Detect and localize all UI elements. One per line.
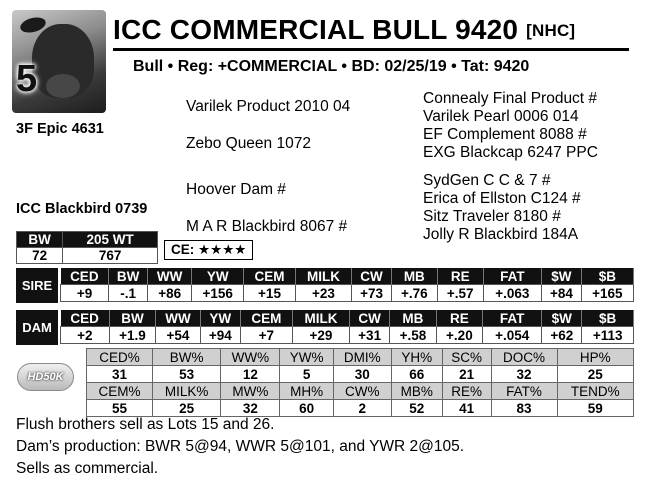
- birth-header-row: [17, 232, 158, 248]
- epd-header: $W: [542, 310, 582, 327]
- ancestor-line: Sitz Traveler 8180 #: [423, 208, 561, 225]
- epd-header: CEM: [240, 310, 292, 327]
- hd50k-value: 21: [442, 366, 491, 383]
- dam-sire-name: Hoover Dam #: [186, 181, 286, 198]
- sire-sire-name: Varilek Product 2010 04: [186, 98, 351, 115]
- epd-value: +9: [61, 285, 109, 302]
- epd-header-row: [61, 310, 634, 327]
- ancestor-line: EXG Blackcap 6247 PPC: [423, 144, 598, 161]
- epd-value: +86: [148, 285, 192, 302]
- epd-header: CW: [350, 310, 390, 327]
- note-dam-production: Dam’s production: BWR 5@94, WWR 5@101, and YWR 2@105.: [16, 438, 465, 455]
- hd50k-header: CED%: [87, 349, 153, 366]
- hd50k-header: HP%: [557, 349, 633, 366]
- sire-dam-name: Zebo Queen 1072: [186, 135, 311, 152]
- hd50k-value: 32: [221, 400, 280, 417]
- epd-header: CED: [61, 268, 109, 285]
- hd50k-header: WW%: [221, 349, 280, 366]
- bw-header: BW: [17, 232, 63, 248]
- hd50k-header: MW%: [221, 383, 280, 400]
- epd-header: FAT: [483, 268, 541, 285]
- title-underline: [113, 48, 629, 51]
- epd-header: YW: [200, 310, 240, 327]
- calving-ease-rating: CE: ★★★★: [164, 240, 253, 260]
- epd-value: +.20: [436, 327, 482, 344]
- ancestor-line: Erica of Ellston C124 #: [423, 190, 581, 207]
- epd-value: +31: [350, 327, 390, 344]
- info-line: Bull • Reg: +COMMERCIAL • BD: 02/25/19 • Tat: 9420: [133, 58, 530, 75]
- epd-header: WW: [156, 310, 200, 327]
- hd50k-header: RE%: [442, 383, 491, 400]
- hd50k-header: MB%: [391, 383, 442, 400]
- epd-value: +7: [240, 327, 292, 344]
- ancestor-line: SydGen C C & 7 #: [423, 172, 551, 189]
- epd-value: +.57: [437, 285, 483, 302]
- epd-header: $B: [582, 310, 634, 327]
- epd-value: +1.9: [109, 327, 155, 344]
- epd-header-row: [61, 268, 634, 285]
- epd-value: +15: [244, 285, 295, 302]
- epd-value: +62: [542, 327, 582, 344]
- note-sells-as: Sells as commercial.: [16, 460, 159, 477]
- epd-value: +29: [292, 327, 349, 344]
- wt205-value: 767: [63, 248, 158, 264]
- epd-value: +113: [582, 327, 634, 344]
- epd-header: MB: [390, 310, 436, 327]
- name-tag: [NHC]: [526, 21, 576, 40]
- epd-header: YW: [192, 268, 244, 285]
- dam-dam-name: M A R Blackbird 8067 #: [186, 218, 348, 235]
- hd50k-value-row-1: [87, 366, 634, 383]
- lot-title: [113, 14, 575, 46]
- epd-header: CW: [352, 268, 392, 285]
- sire-epd-label: SIRE: [16, 268, 58, 303]
- wt205-header: 205 WT: [63, 232, 158, 248]
- hd50k-header: MH%: [280, 383, 333, 400]
- sire-side-ancestors: [423, 90, 598, 162]
- hd50k-value: 41: [442, 400, 491, 417]
- epd-header: MILK: [292, 310, 349, 327]
- hd50k-value: 25: [557, 366, 633, 383]
- epd-header: BW: [109, 268, 148, 285]
- epd-value: +156: [192, 285, 244, 302]
- dam-name: ICC Blackbird 0739: [16, 201, 148, 217]
- hd50k-header: CEM%: [87, 383, 153, 400]
- hd50k-header: CW%: [333, 383, 391, 400]
- birth-value-row: [17, 248, 158, 264]
- hd50k-value: 32: [491, 366, 557, 383]
- ancestor-line: Jolly R Blackbird 184A: [423, 226, 579, 243]
- hd50k-value: 55: [87, 400, 153, 417]
- sire-name: 3F Epic 4631: [16, 121, 104, 137]
- ancestor-line: Varilek Pearl 0006 014: [423, 108, 579, 125]
- hd50k-value: 25: [153, 400, 221, 417]
- hd50k-value-row-2: [87, 400, 634, 417]
- hd50k-value: 59: [557, 400, 633, 417]
- epd-header: RE: [437, 268, 483, 285]
- hd50k-value: 53: [153, 366, 221, 383]
- epd-value: +84: [542, 285, 582, 302]
- dam-epd-table: [60, 310, 634, 344]
- epd-value: +73: [352, 285, 392, 302]
- hd50k-value: 2: [333, 400, 391, 417]
- bull-name: ICC COMMERCIAL BULL 9420: [113, 14, 519, 45]
- epd-value: +94: [200, 327, 240, 344]
- epd-header: FAT: [483, 310, 542, 327]
- hd50k-value: 30: [333, 366, 391, 383]
- lot-number: 5: [16, 58, 38, 100]
- hd50k-value: 12: [221, 366, 280, 383]
- hd50k-value: 31: [87, 366, 153, 383]
- sire-epd-table: [60, 268, 634, 302]
- epd-value: +.063: [483, 285, 541, 302]
- hd50k-value: 52: [391, 400, 442, 417]
- epd-value: +54: [156, 327, 200, 344]
- bw-value: 72: [17, 248, 63, 264]
- dam-side-ancestors: [423, 172, 581, 244]
- hd50k-header-row-1: [87, 349, 634, 366]
- hd50k-header: MILK%: [153, 383, 221, 400]
- epd-header: MB: [391, 268, 437, 285]
- dam-epd-value-row: [61, 327, 634, 344]
- epd-value: +165: [581, 285, 633, 302]
- hd50k-table: [86, 348, 634, 417]
- epd-header: $W: [542, 268, 582, 285]
- hd50k-header: BW%: [153, 349, 221, 366]
- hd50k-header: DMI%: [333, 349, 391, 366]
- hd50k-value: 5: [280, 366, 333, 383]
- bull-muzzle-shape: [46, 74, 80, 98]
- hd50k-value: 60: [280, 400, 333, 417]
- epd-header: BW: [109, 310, 155, 327]
- ancestor-line: EF Complement 8088 #: [423, 126, 587, 143]
- dam-epd-label: DAM: [16, 310, 58, 345]
- hd50k-header: YW%: [280, 349, 333, 366]
- epd-header: $B: [581, 268, 633, 285]
- epd-header: MILK: [295, 268, 351, 285]
- epd-value: +23: [295, 285, 351, 302]
- hd50k-header: FAT%: [491, 383, 557, 400]
- epd-value: +.054: [483, 327, 542, 344]
- epd-header: WW: [148, 268, 192, 285]
- epd-value: -.1: [109, 285, 148, 302]
- epd-value: +2: [61, 327, 110, 344]
- epd-value: +.58: [390, 327, 436, 344]
- hd50k-header: TEND%: [557, 383, 633, 400]
- hd50k-value: 66: [391, 366, 442, 383]
- hd50k-header-row-2: [87, 383, 634, 400]
- epd-header: CEM: [244, 268, 295, 285]
- hd50k-header: YH%: [391, 349, 442, 366]
- sire-epd-value-row: [61, 285, 634, 302]
- hd50k-logo: HD50K: [17, 363, 74, 391]
- hd50k-header: DOC%: [491, 349, 557, 366]
- hd50k-header: SC%: [442, 349, 491, 366]
- epd-header: RE: [436, 310, 482, 327]
- note-flush-brothers: Flush brothers sell as Lots 15 and 26.: [16, 416, 275, 433]
- epd-value: +.76: [391, 285, 437, 302]
- epd-header: CED: [61, 310, 110, 327]
- hd50k-value: 83: [491, 400, 557, 417]
- birth-weight-table: [16, 231, 158, 264]
- ancestor-line: Connealy Final Product #: [423, 90, 598, 107]
